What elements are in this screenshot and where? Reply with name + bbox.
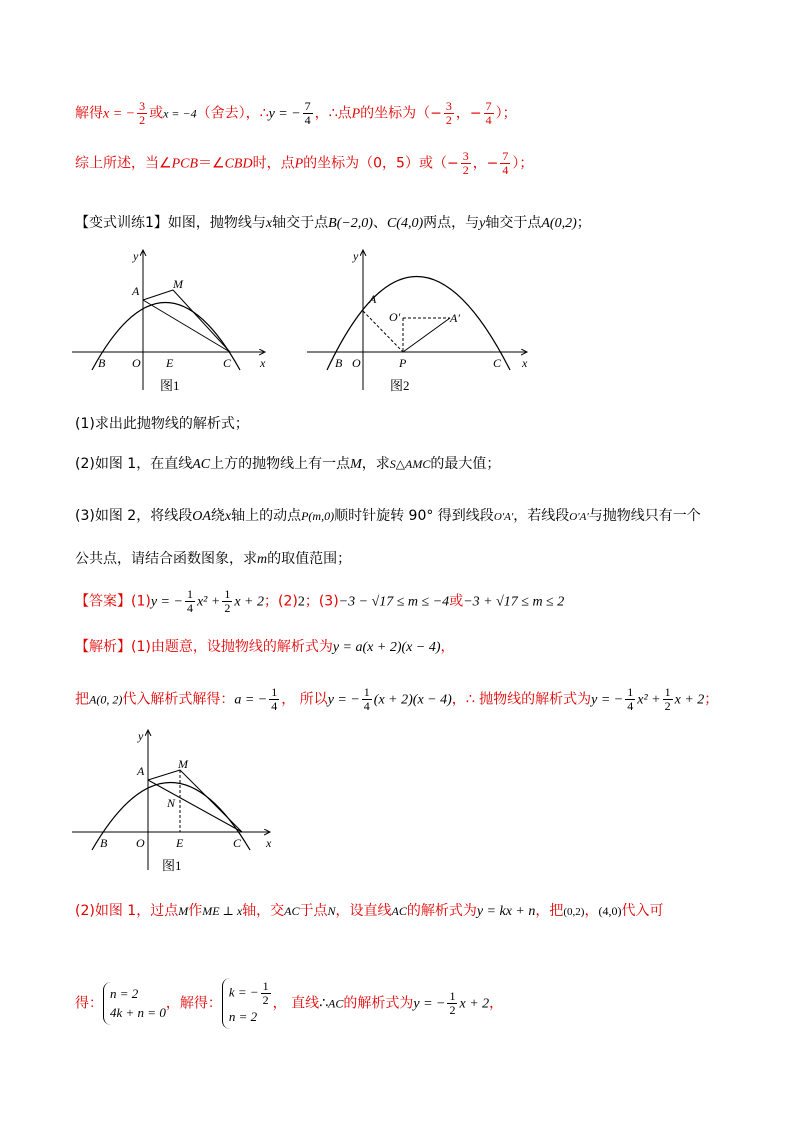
question-1: (1)求出此抛物线的解析式； [75,416,249,432]
label-c: C [233,836,242,850]
solution-line-2: 综上所述，当∠PCB＝∠CBD时，点P的坐标为（0，5）或（− $\frac{3}{2}$ ，− $\frac{7}{4}$ ）； [75,149,534,178]
label-a-prime: A′ [450,311,460,325]
label-b: B [100,836,108,850]
label-c: C [223,356,232,370]
figure-1 [70,245,280,395]
label-y: y [138,729,144,743]
label-m: M [173,277,183,291]
step-2-line: (2)如图 1，过点M作ME ⊥ x轴，交AC于点N，设直线AC的解析式为y = kx + n，把(0,2)，(4,0)代入可 [75,903,664,919]
line-mc [180,770,242,832]
figure-2 [305,245,535,395]
label-o: O [132,356,141,370]
label-a: A [369,292,377,306]
caption-fig2: 图2 [390,378,410,393]
label-c: C [493,356,502,370]
answer-line: 【答案】(1)y = − $\frac{1}{4}$ x² + $\frac{1}{2}$ x + 2；(2)2；(3)−3 − √17 ≤ m ≤ −4或−3 + √17 ≤ m ≤ 2 [75,587,565,616]
label-x: x [260,356,266,370]
label-b: B [335,356,343,370]
label-x: x [266,836,272,850]
label-o-prime: O′ [389,310,401,324]
step-3-line: 得： n = 2 4k + n = 0 ，解得： k = − $\frac{1}{2}$ n = 2 ， 直线∴AC的解析式为y = − $\frac{1}{2}$ x + 2， [75,978,503,1029]
question-2: (2)如图 1，在直线AC上方的抛物线上有一点M，求S△AMC的最大值； [75,456,501,472]
question-3-line-1: (3)如图 2，将线段OA绕x轴上的动点P(m,0)顺时针旋转 90° 得到线段O′A′，若线段O′A′与抛物线只有一个 [75,508,701,524]
label-b: B [98,356,106,370]
label-n: N [167,796,176,810]
label-p: P [399,356,407,370]
label-e: E [166,356,174,370]
substitution-line: 把A(0, 2)代入解析式解得：a = − $\frac{1}{4}$ ， 所以y = − $\frac{1}{4}$ (x + 2)(x − 4)，∴ 抛物线的解析式为y = − $\frac{1}{4}$ x² + $\frac{1}{2}$ x + 2； [75,685,719,714]
label-o: O [352,356,361,370]
label-a: A [132,284,140,298]
figure-3 [70,725,280,875]
label-o: O [136,836,145,850]
label-y: y [353,249,359,263]
label-x: x [522,356,528,370]
line-am [148,770,180,780]
caption-fig3: 图1 [162,858,182,873]
segment-pa-prime [403,318,450,352]
label-y: y [133,249,139,263]
line-am [143,290,173,300]
caption-fig1: 图1 [160,378,180,393]
problem-statement: 【变式训练1】如图，抛物线与x轴交于点B(−2,0)、C(4,0)两点，与y轴交于点A(0,2)； [75,215,591,231]
line-ac [148,780,242,832]
label-a: A [137,764,145,778]
solution-line-1: 解得x = − $\frac{3}{2}$ 或x = −4（舍去），∴y = − $\frac{7}{4}$ ，∴点P的坐标为（− $\frac{3}{2}$ ，− $\frac{7}{4}$ ）； [75,99,517,128]
analysis-line: 【解析】(1)由题意，设抛物线的解析式为y = a(x + 2)(x − 4)， [75,639,455,655]
label-e: E [176,836,184,850]
label-m: M [178,757,188,771]
line-mc [173,290,230,352]
question-3-line-2: 公共点，请结合函数图象，求m的取值范围； [75,551,352,567]
